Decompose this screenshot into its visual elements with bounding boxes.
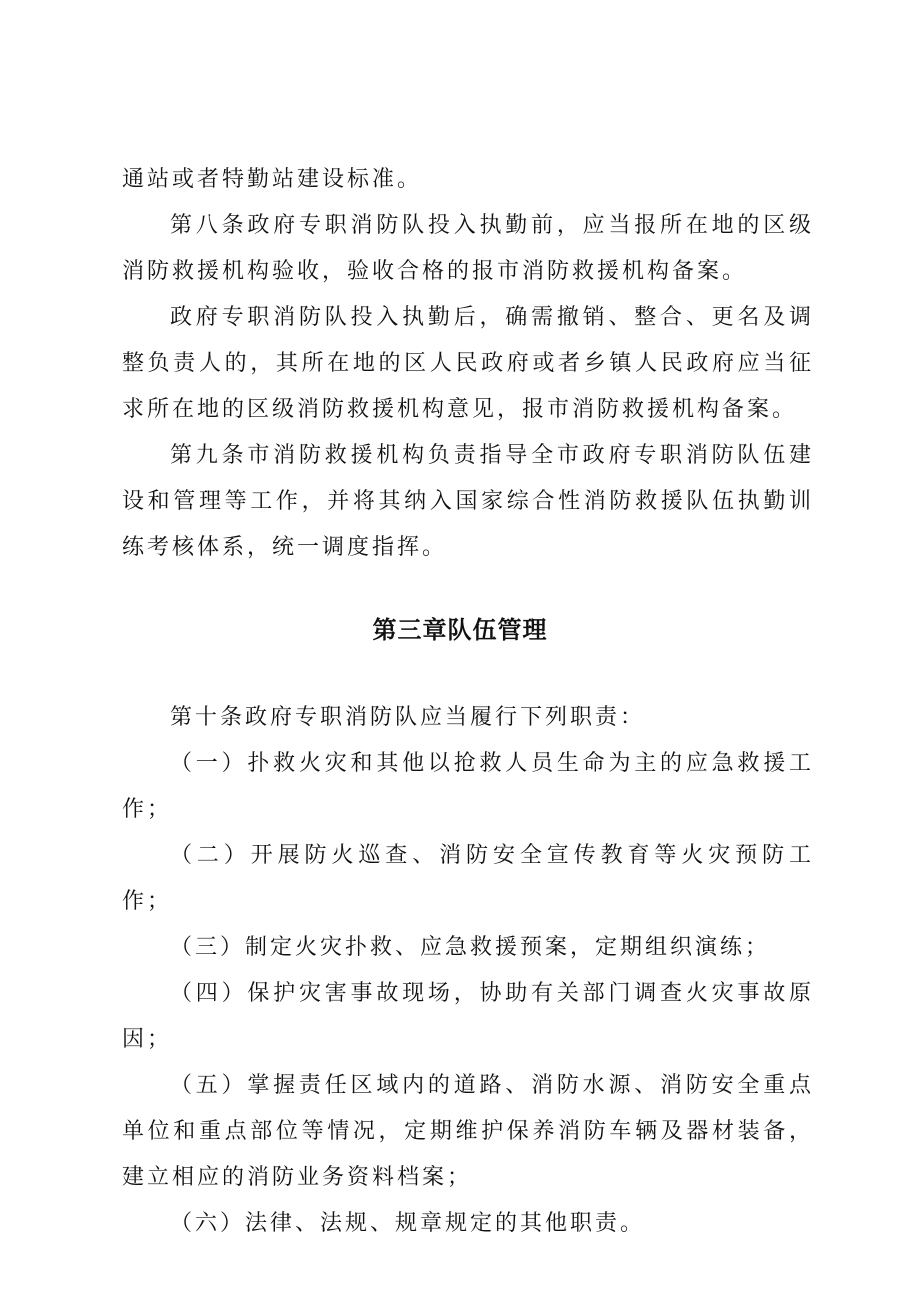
chapter-heading: 第三章队伍管理 bbox=[372, 616, 548, 644]
paragraph-article-8: 第八条政府专职消防队投入执勤前，应当报所在地的区级消防救援机构验收，验收合格的报市消防救援机构备案。 bbox=[122, 213, 814, 284]
list-item-duty-2: （二）开展防火巡查、消防安全宣传教育等火灾预防工作； bbox=[122, 843, 814, 914]
body-text-section-b bbox=[122, 695, 814, 1247]
list-item-duty-3: （三）制定火灾扑救、应急救援预案，定期组织演练； bbox=[170, 935, 771, 960]
body-text-section-a bbox=[122, 157, 814, 571]
list-item-duty-4: （四）保护灾害事故现场，协助有关部门调查火灾事故原因； bbox=[122, 981, 814, 1052]
list-item-duty-6: （六）法律、法规、规章规定的其他职责。 bbox=[170, 1211, 646, 1236]
list-item-duty-1: （一）扑救火灾和其他以抢救人员生命为主的应急救援工作； bbox=[122, 751, 814, 822]
list-item-duty-5: （五）掌握责任区域内的道路、消防水源、消防安全重点单位和重点部位等情况，定期维护保养消防车辆及器材装备，建立相应的消防业务资料档案； bbox=[122, 1073, 814, 1190]
paragraph-continuation: 通站或者特勤站建设标准。 bbox=[122, 167, 423, 192]
paragraph-article-9: 第九条市消防救援机构负责指导全市政府专职消防队伍建设和管理等工作，并将其纳入国家综合性消防救援队伍执勤训练考核体系，统一调度指挥。 bbox=[122, 443, 814, 560]
paragraph-article-10: 第十条政府专职消防队应当履行下列职责： bbox=[170, 705, 646, 730]
paragraph-article-8-clause-2: 政府专职消防队投入执勤后，确需撤销、整合、更名及调整负责人的，其所在地的区人民政府或者乡镇人民政府应当征求所在地的区级消防救援机构意见，报市消防救援机构备案。 bbox=[122, 305, 814, 422]
